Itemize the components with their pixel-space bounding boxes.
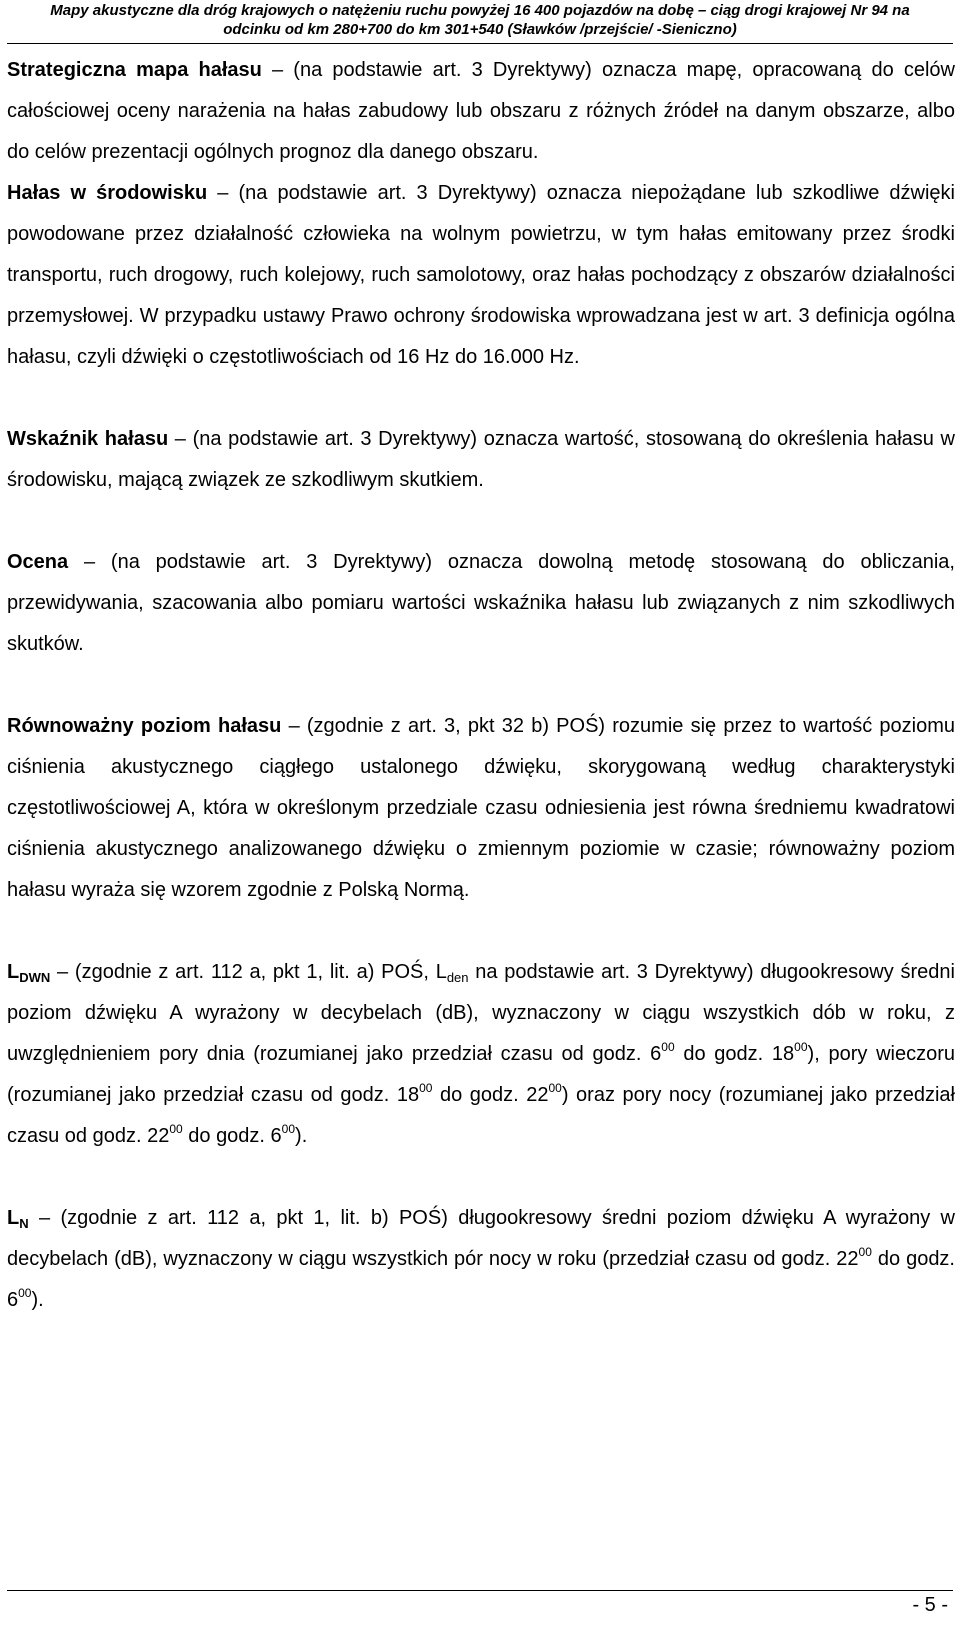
term: Wskaźnik hałasu — [7, 428, 169, 450]
symbol-l: L — [7, 961, 20, 983]
term: Hałas w środowisku — [7, 182, 208, 204]
definition-noise-indicator — [7, 419, 955, 501]
symbol-l: L — [7, 1207, 20, 1229]
definition-text: – (na podstawie art. 3 Dyrektywy) oznacza dowolną metodę stosowaną do obliczania, przewidywania, szacowania albo pomiaru wartości wskaźnika hałasu lub związanych z nim szkodliwych skutków. — [7, 551, 955, 655]
subscript: N — [19, 1216, 29, 1231]
definition-environmental-noise — [7, 173, 955, 378]
spacer — [7, 665, 955, 706]
definition-text: ), pory wieczoru (rozumianej jako przedział czasu od godz. 18 — [7, 1043, 955, 1106]
definition-text: na podstawie art. 3 Dyrektywy) długookresowy średni poziom dźwięku A wyrażony w decybelach (dB), wyznaczony w ciągu wszystkich dób w roku, z uwzględnieniem pory dnia (rozumianej jako przedział czasu od godz. 6 — [7, 961, 955, 1065]
definition-assessment — [7, 542, 955, 665]
header-line-1: Mapy akustyczne dla dróg krajowych o natężeniu ruchu powyżej 16 400 pojazdów na dobę – ciąg drogi krajowej Nr 94 na — [50, 2, 910, 19]
subscript: den — [446, 970, 469, 985]
definition-text: ). — [31, 1289, 44, 1311]
definition-text: do godz. 18 — [674, 1043, 795, 1065]
definition-text: do godz. 6 — [182, 1125, 282, 1147]
definition-text: do godz. 22 — [432, 1084, 549, 1106]
subscript: DWN — [19, 970, 51, 985]
definition-text: – (zgodnie z art. 3, pkt 32 b) POŚ) rozumie się przez to wartość poziomu ciśnienia akustycznego ciągłego ustalonego dźwięku, skorygowaną według charakterystyki częstotliwościowej A, która w określonym przedziale czasu odniesienia jest równa średniemu kwadratowi ciśnienia akustycznego analizowanego dźwięku o zmiennym poziomie w czasie; równoważny poziom hałasu wyraża się wzorem zgodnie z Polską Normą. — [7, 715, 955, 901]
definition-text: do godz. 6 — [7, 1248, 955, 1311]
spacer — [7, 911, 955, 952]
spacer — [7, 1157, 955, 1198]
superscript: 00 — [169, 1122, 183, 1136]
spacer — [7, 378, 955, 419]
header-divider — [7, 43, 953, 44]
superscript: 00 — [18, 1286, 32, 1300]
definition-text: – (zgodnie z art. 112 a, pkt 1, lit. a) POŚ, L — [50, 961, 447, 983]
definition-strategic-noise-map — [7, 50, 955, 173]
spacer — [7, 501, 955, 542]
definition-ldwn — [7, 952, 955, 1157]
superscript: 00 — [794, 1040, 808, 1054]
definition-text: – (na podstawie art. 3 Dyrektywy) oznacza wartość, stosowaną do określenia hałasu w środowisku, mającą związek ze szkodliwym skutkiem. — [7, 428, 955, 491]
definition-text: – (na podstawie art. 3 Dyrektywy) oznacza mapę, opracowaną do celów całościowej oceny narażenia na hałas zabudowy lub obszaru z różnych źródeł na danym obszarze, albo do celów prezentacji ogólnych prognoz dla danego obszaru. — [7, 59, 955, 163]
superscript: 00 — [419, 1081, 433, 1095]
definition-text: – (na podstawie art. 3 Dyrektywy) oznacza niepożądane lub szkodliwe dźwięki powodowane przez działalność człowieka na wolnym powietrzu, w tym hałas emitowany przez środki transportu, ruch drogowy, ruch kolejowy, ruch samolotowy, oraz hałas pochodzący z obszarów działalności przemysłowej. W przypadku ustawy Prawo ochrony środowiska wprowadzana jest w art. 3 definicja ogólna hałasu, czyli dźwięki o częstotliwościach od 16 Hz do 16.000 Hz. — [7, 182, 955, 368]
superscript: 00 — [661, 1040, 675, 1054]
superscript: 00 — [858, 1245, 872, 1259]
page-number: - 5 - — [912, 1594, 948, 1616]
definition-text: ) oraz pory nocy (rozumianej jako przedział czasu od godz. 22 — [7, 1084, 955, 1147]
term: Strategiczna mapa hałasu — [7, 59, 262, 81]
footer-divider — [7, 1590, 953, 1591]
term — [7, 961, 50, 983]
term — [7, 1207, 29, 1229]
superscript: 00 — [281, 1122, 296, 1136]
superscript: 00 — [548, 1081, 562, 1095]
definition-ln — [7, 1198, 955, 1321]
definition-equivalent-noise-level — [7, 706, 955, 911]
term: Równoważny poziom hałasu — [7, 715, 282, 737]
header-line-2: odcinku od km 280+700 do km 301+540 (Sławków /przejście/ -Sieniczno) — [223, 21, 737, 38]
definition-text: – (zgodnie z art. 112 a, pkt 1, lit. b) POŚ) długookresowy średni poziom dźwięku A wyrażony w decybelach (dB), wyznaczony w ciągu wszystkich pór nocy w roku (przedział czasu od godz. 22 — [7, 1207, 955, 1270]
document-body — [7, 50, 955, 1321]
definition-text: ). — [295, 1125, 308, 1147]
page-header — [0, 0, 960, 39]
term: Ocena — [7, 551, 69, 573]
